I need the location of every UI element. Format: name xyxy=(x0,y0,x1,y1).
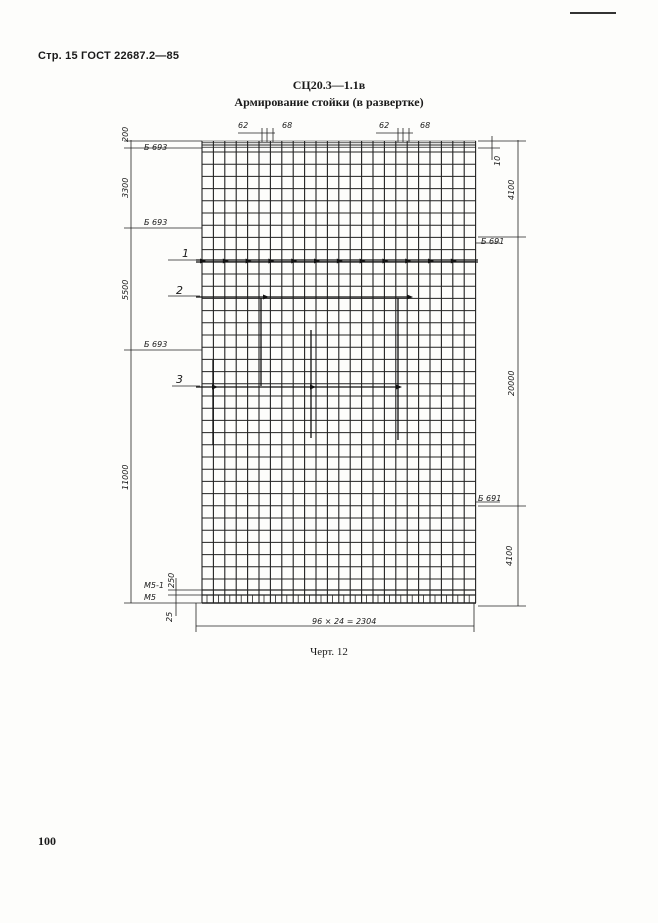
dim-left-200: 200 xyxy=(121,126,130,142)
arrowhead xyxy=(212,385,218,390)
arrowhead xyxy=(291,259,297,264)
dim-left-3300: 3300 xyxy=(121,177,130,198)
arrowhead xyxy=(268,259,274,264)
mesh-grid xyxy=(202,141,476,603)
arrowhead xyxy=(200,259,206,264)
mark-m5-1: М5-1 xyxy=(144,581,164,590)
drawing-subtitle: Армирование стойки (в развертке) xyxy=(234,95,424,109)
arrowhead xyxy=(246,259,252,264)
arrowhead xyxy=(451,259,457,264)
dimension-lines xyxy=(124,128,526,632)
bar-arrows xyxy=(196,260,478,445)
mark-b693-1: Б 693 xyxy=(144,143,168,152)
arrowhead xyxy=(314,259,320,264)
dim-left-5500: 5500 xyxy=(121,279,130,300)
dim-right-4100-bottom: 4100 xyxy=(505,545,514,566)
dim-left-250: 250 xyxy=(167,572,176,588)
dim-top-68b: 68 xyxy=(420,121,431,130)
page-number: 100 xyxy=(38,834,56,848)
mark-b691-1: Б 691 xyxy=(481,237,505,246)
mark-b693-2: Б 693 xyxy=(144,218,168,227)
dim-bottom: 96 × 24 = 2304 xyxy=(312,617,377,626)
dim-top-62b: 62 xyxy=(379,121,390,130)
dim-left-11000: 11000 xyxy=(121,464,130,490)
dim-right-10: 10 xyxy=(493,155,502,166)
mark-b691-2: Б 691 xyxy=(478,494,502,503)
figure-caption: Черт. 12 xyxy=(310,646,348,658)
callout-3: 3 xyxy=(176,373,183,386)
callout-1: 1 xyxy=(182,247,189,260)
arrowhead xyxy=(428,259,434,264)
arrowhead xyxy=(360,259,366,264)
callout-2: 2 xyxy=(176,284,183,297)
page-header: Стр. 15 ГОСТ 22687.2—85 xyxy=(38,50,180,62)
arrowhead xyxy=(405,259,411,264)
dim-top-62a: 62 xyxy=(238,121,249,130)
mark-m5: М5 xyxy=(144,593,156,602)
dim-top-68a: 68 xyxy=(282,121,293,130)
arrowhead xyxy=(223,259,229,264)
arrowhead xyxy=(396,385,402,390)
dim-left-25: 25 xyxy=(165,611,174,622)
dim-right-4100-top: 4100 xyxy=(507,179,516,200)
arrowhead xyxy=(337,259,343,264)
arrowhead xyxy=(310,385,316,390)
mark-b693-3: Б 693 xyxy=(144,340,168,349)
drawing-title: СЦ20.3—1.1в xyxy=(292,78,366,92)
arrowhead xyxy=(382,259,388,264)
dim-right-20000: 20000 xyxy=(507,370,516,396)
